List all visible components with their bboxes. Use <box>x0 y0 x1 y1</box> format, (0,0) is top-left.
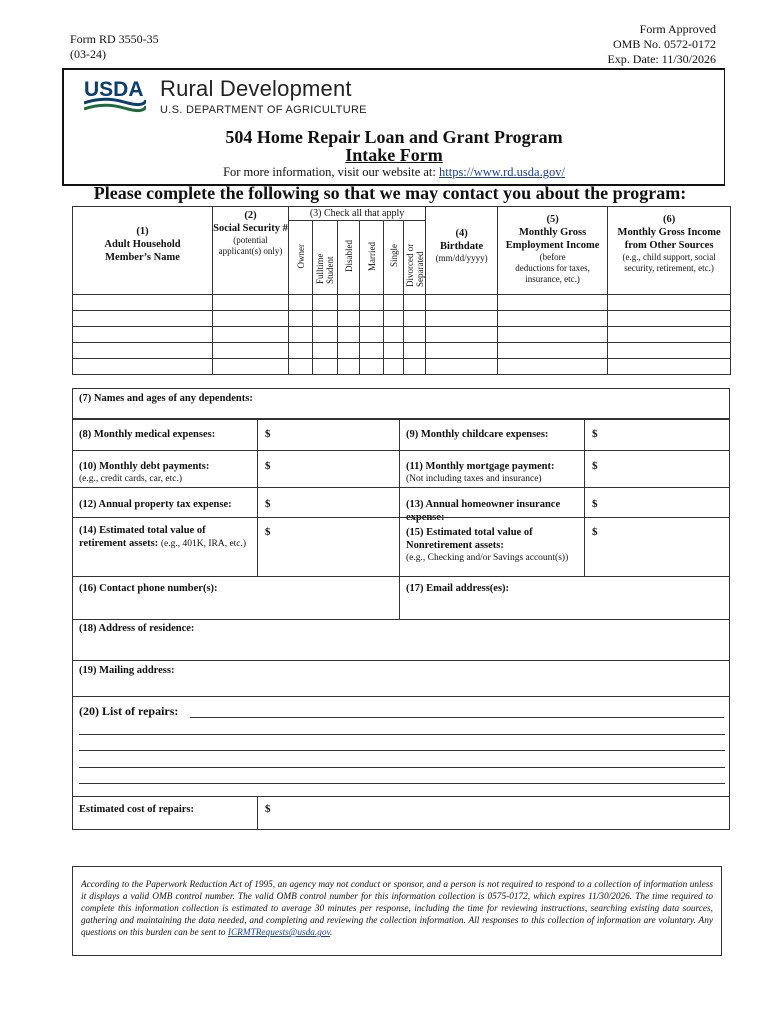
mortgage-payment-input[interactable] <box>584 450 730 488</box>
divorced-checkbox[interactable] <box>404 295 426 311</box>
other-income-cell[interactable] <box>608 295 731 311</box>
student-checkbox[interactable] <box>313 311 338 327</box>
divorced-checkbox[interactable] <box>404 327 426 343</box>
retirement-assets-label: (14) Estimated total value of retirement assets: (e.g., 401K, IRA, etc.) <box>79 525 247 549</box>
homeowner-insurance-label-cell <box>399 487 585 523</box>
repair-cost-input[interactable] <box>257 796 730 830</box>
property-tax-label: (12) Annual property tax expense: <box>79 499 232 510</box>
employment-income-cell[interactable] <box>498 359 608 375</box>
repair-cost-label-cell <box>72 796 258 830</box>
ssn-cell[interactable] <box>213 327 289 343</box>
mortgage-payment-label: (11) Monthly mortgage payment: (Not including taxes and insurance) <box>406 461 555 484</box>
repair-cost-label: Estimated cost of repairs: <box>79 804 194 815</box>
owner-checkbox[interactable] <box>289 359 313 375</box>
name-cell[interactable] <box>73 295 213 311</box>
email-field[interactable] <box>399 576 730 620</box>
other-income-cell[interactable] <box>608 311 731 327</box>
repairs-line[interactable] <box>79 734 725 735</box>
single-checkbox[interactable] <box>384 295 404 311</box>
married-checkbox[interactable] <box>360 295 384 311</box>
birthdate-cell[interactable] <box>426 295 498 311</box>
birthdate-cell[interactable] <box>426 311 498 327</box>
repairs-line[interactable] <box>190 717 724 718</box>
dollar-sign: $ <box>265 460 271 472</box>
married-checkbox[interactable] <box>360 311 384 327</box>
email-label: (17) Email address(es): <box>406 583 510 594</box>
option-fulltime-student: Fulltime Student <box>313 221 338 295</box>
student-checkbox[interactable] <box>313 295 338 311</box>
ssn-cell[interactable] <box>213 343 289 359</box>
dependents-field[interactable] <box>72 388 730 419</box>
owner-checkbox[interactable] <box>289 343 313 359</box>
property-tax-input[interactable] <box>257 487 400 518</box>
ssn-cell[interactable] <box>213 295 289 311</box>
disabled-checkbox[interactable] <box>338 311 360 327</box>
more-info-text: For more information, visit our website at: <box>223 165 436 179</box>
dollar-sign: $ <box>265 803 271 815</box>
more-info <box>64 165 724 180</box>
name-cell[interactable] <box>73 311 213 327</box>
col-header-employment-income: (5) Monthly Gross Employment Income (before deductions for taxes, insurance, etc.) <box>498 207 608 295</box>
single-checkbox[interactable] <box>384 311 404 327</box>
col-header-ssn: (2) Social Security # (potential applicant(s) only) <box>213 207 289 295</box>
owner-checkbox[interactable] <box>289 311 313 327</box>
owner-checkbox[interactable] <box>289 295 313 311</box>
other-income-cell[interactable] <box>608 343 731 359</box>
repairs-line[interactable] <box>79 767 725 768</box>
form-title <box>64 146 724 165</box>
instruction-heading: Please complete the following so that we may contact you about the program: <box>93 183 687 203</box>
single-checkbox[interactable] <box>384 327 404 343</box>
residence-address-field[interactable] <box>72 619 730 661</box>
student-checkbox[interactable] <box>313 343 338 359</box>
phone-label: (16) Contact phone number(s): <box>79 583 218 594</box>
single-checkbox[interactable] <box>384 343 404 359</box>
nonretirement-assets-label: (15) Estimated total value of Nonretirement assets: (e.g., Checking and/or Savings account(s)) <box>406 527 569 563</box>
nonretirement-assets-input[interactable] <box>584 517 730 577</box>
dollar-sign: $ <box>592 460 598 472</box>
phone-field[interactable] <box>72 576 400 620</box>
employment-income-cell[interactable] <box>498 311 608 327</box>
debt-payments-input[interactable] <box>257 450 400 488</box>
medical-expenses-label-cell <box>72 419 258 451</box>
program-title: 504 Home Repair Loan and Grant Program <box>225 127 563 147</box>
approval-line3: Exp. Date: 11/30/2026 <box>607 52 716 66</box>
married-checkbox[interactable] <box>360 327 384 343</box>
single-checkbox[interactable] <box>384 359 404 375</box>
divorced-checkbox[interactable] <box>404 343 426 359</box>
table-row <box>73 343 731 359</box>
mailing-address-label: (19) Mailing address: <box>79 665 175 676</box>
homeowner-insurance-input[interactable] <box>584 487 730 518</box>
table-row <box>73 311 731 327</box>
disabled-checkbox[interactable] <box>338 359 360 375</box>
retirement-assets-input[interactable] <box>257 517 400 577</box>
col-header-birthdate: (4) Birthdate (mm/dd/yyyy) <box>426 207 498 295</box>
dollar-sign: $ <box>265 428 271 440</box>
dependents-label: (7) Names and ages of any dependents: <box>79 393 253 404</box>
form-title-text: Intake Form <box>345 145 443 165</box>
disabled-checkbox[interactable] <box>338 327 360 343</box>
ssn-cell[interactable] <box>213 311 289 327</box>
married-checkbox[interactable] <box>360 359 384 375</box>
header-box <box>62 68 725 186</box>
debt-payments-label-cell <box>72 450 258 488</box>
option-married: Married <box>360 221 384 295</box>
col-header-check-all: (3) Check all that apply <box>289 207 426 221</box>
other-income-cell[interactable] <box>608 359 731 375</box>
form-id <box>70 32 159 62</box>
residence-address-label: (18) Address of residence: <box>79 623 195 634</box>
form-date: (03-24) <box>70 47 106 61</box>
dollar-sign: $ <box>265 498 271 510</box>
birthdate-cell[interactable] <box>426 343 498 359</box>
employment-income-cell[interactable] <box>498 295 608 311</box>
debt-payments-label: (10) Monthly debt payments: (e.g., credit cards, car, etc.) <box>79 461 210 484</box>
dollar-sign: $ <box>592 526 598 538</box>
divorced-checkbox[interactable] <box>404 359 426 375</box>
department-name: U.S. DEPARTMENT OF AGRICULTURE <box>160 104 367 116</box>
repairs-line[interactable] <box>79 783 725 784</box>
name-cell[interactable] <box>73 327 213 343</box>
homeowner-insurance-label: (13) Annual homeowner insurance expense: <box>406 499 561 523</box>
married-checkbox[interactable] <box>360 343 384 359</box>
other-income-cell[interactable] <box>608 327 731 343</box>
nonretirement-assets-label-cell <box>399 517 585 577</box>
notice-period: . <box>329 928 333 938</box>
birthdate-cell[interactable] <box>426 359 498 375</box>
employment-income-cell[interactable] <box>498 327 608 343</box>
usda-logo-icon <box>84 76 146 114</box>
name-cell[interactable] <box>73 359 213 375</box>
employment-income-cell[interactable] <box>498 343 608 359</box>
omb-approval <box>607 22 716 67</box>
option-disabled: Disabled <box>338 221 360 295</box>
medical-expenses-label: (8) Monthly medical expenses: <box>79 429 216 440</box>
repairs-box[interactable] <box>72 696 730 797</box>
household-members-table <box>72 206 731 375</box>
childcare-expenses-label: (9) Monthly childcare expenses: <box>406 429 549 440</box>
option-single: Single <box>384 221 404 295</box>
student-checkbox[interactable] <box>313 359 338 375</box>
agency-name: Rural Development <box>160 76 352 101</box>
approval-line2: OMB No. 0572-0172 <box>612 37 716 51</box>
childcare-expenses-input[interactable] <box>584 419 730 451</box>
dollar-sign: $ <box>265 526 271 538</box>
divorced-checkbox[interactable] <box>404 311 426 327</box>
approval-line1: Form Approved <box>639 22 716 36</box>
paperwork-notice <box>72 866 722 956</box>
name-cell[interactable] <box>73 343 213 359</box>
table-row <box>73 295 731 311</box>
table-row <box>73 359 731 375</box>
col-header-other-income: (6) Monthly Gross Income from Other Sources (e.g., child support, social security, retirement, etc.) <box>608 207 731 295</box>
option-divorced-separated: Divorced or Separated <box>404 221 426 295</box>
col-header-name: (1) Adult Household Member’s Name <box>73 207 213 295</box>
medical-expenses-input[interactable] <box>257 419 400 451</box>
disabled-checkbox[interactable] <box>338 295 360 311</box>
student-checkbox[interactable] <box>313 327 338 343</box>
ssn-cell[interactable] <box>213 359 289 375</box>
burden-email-link[interactable]: ICRMTRequests@usda.gov <box>227 928 330 938</box>
form-number: Form RD 3550-35 <box>70 32 159 46</box>
paperwork-notice-text: According to the Paperwork Reduction Act of 1995, an agency may not conduct or sponsor, and a person is not required to respond to a collection of information unless it displays a valid OMB control number. The valid OMB control number for this information collection is 0575-0172, which expires 11/30/2026. The time required to complete this information collection is estimated to average 30 minutes per response, including the time for reviewing instructions, searching existing data sources, gathering and maintaining the data needed, and completing and reviewing the collection information. All responses to this collection of information are voluntary. Any questions on this burden can be sent to <box>81 880 713 938</box>
owner-checkbox[interactable] <box>289 327 313 343</box>
birthdate-cell[interactable] <box>426 327 498 343</box>
mailing-address-field[interactable] <box>72 660 730 697</box>
disabled-checkbox[interactable] <box>338 343 360 359</box>
dollar-sign: $ <box>592 498 598 510</box>
website-link[interactable]: https://www.rd.usda.gov/ <box>439 165 565 179</box>
option-owner: Owner <box>289 221 313 295</box>
mortgage-payment-label-cell <box>399 450 585 488</box>
usda-logo-text: USDA <box>84 78 144 101</box>
childcare-expenses-label-cell <box>399 419 585 451</box>
dollar-sign: $ <box>592 428 598 440</box>
retirement-assets-label-cell <box>72 517 258 577</box>
table-row <box>73 327 731 343</box>
repairs-line[interactable] <box>79 750 725 751</box>
property-tax-label-cell <box>72 487 258 518</box>
repairs-label: (20) List of repairs: <box>79 704 179 718</box>
